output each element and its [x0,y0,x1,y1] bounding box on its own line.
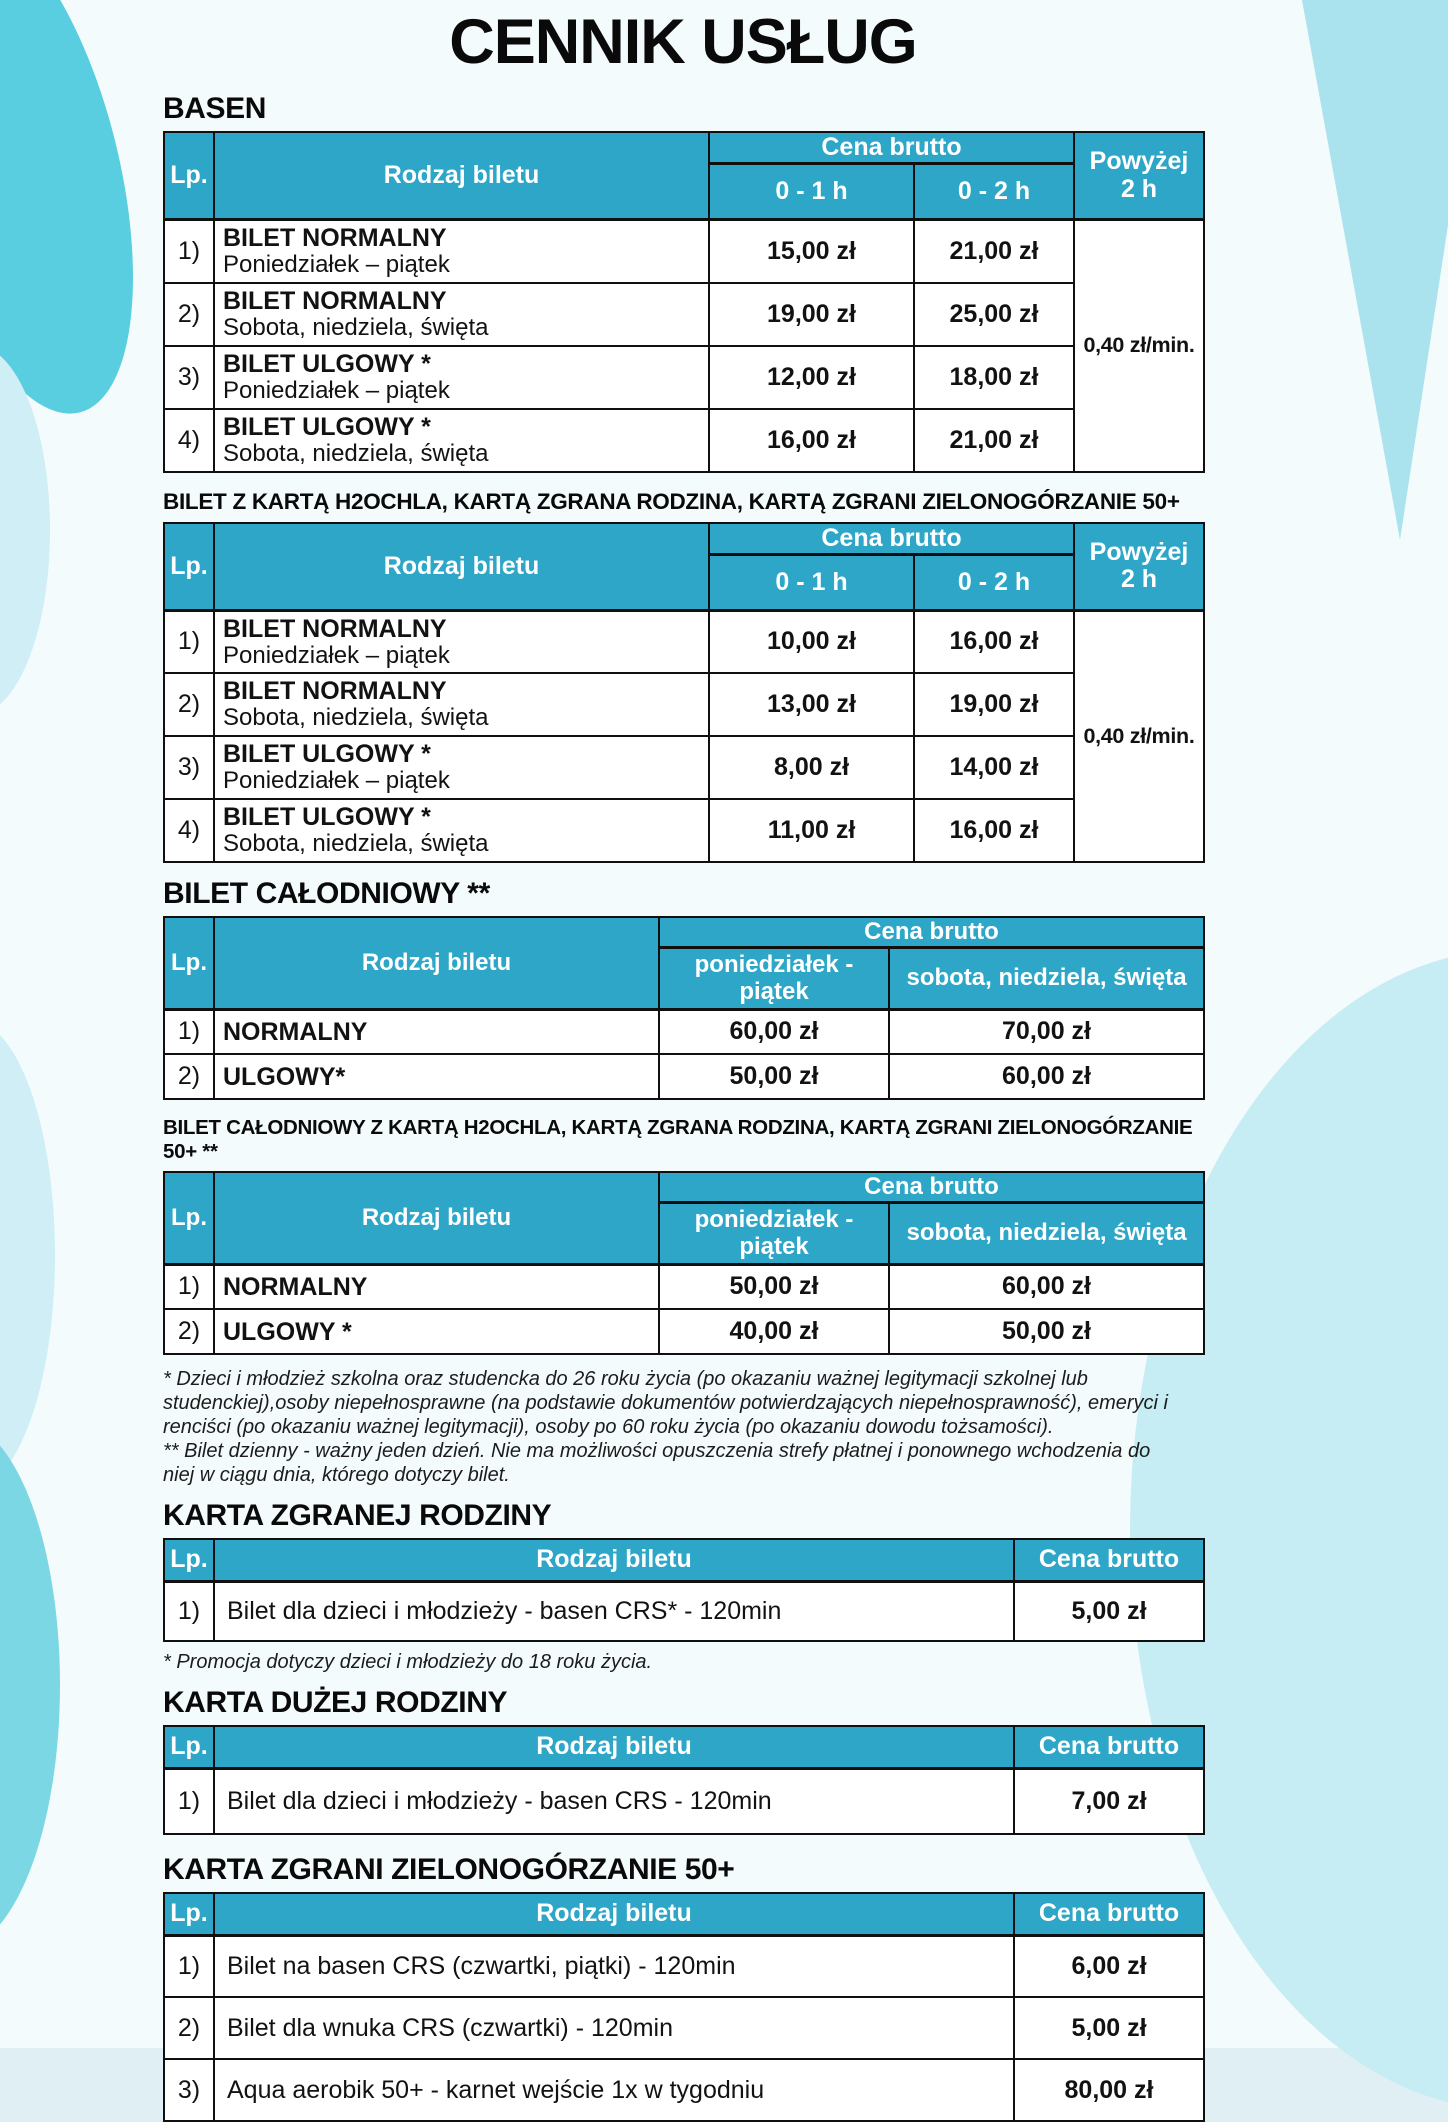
table-row [164,1997,1204,2059]
col-header-gross: Cena brutto [709,523,1074,555]
row-number: 2) [164,283,214,346]
col-header-ticket: Rodzaj biletu [214,1726,1014,1768]
price-0-1h: 15,00 zł [709,220,914,283]
price: 80,00 zł [1014,2059,1204,2121]
section-heading-karta-duzej-rodziny: KARTA DUŻEJ RODZINY [163,1686,508,1720]
content-column [163,6,1203,2122]
col-header-ticket: Rodzaj biletu [214,917,659,1009]
col-header-lp: Lp. [164,917,214,1009]
ticket-name-cell [214,1309,659,1354]
footnote-promocja: * Promocja dotyczy dzieci i młodzieży do 18 roku życia. [163,1651,653,1674]
ticket-name: BILET NORMALNY [223,677,447,706]
calodniowy-karta-table [163,1171,1205,1355]
blob-left-bottom [0,1420,60,1950]
ticket-name: BILET NORMALNY [223,614,447,643]
row-number: 2) [164,1309,214,1354]
price-0-2h: 25,00 zł [914,283,1074,346]
ticket-name-cell [214,220,709,283]
price: 6,00 zł [1014,1935,1204,1997]
ticket-name: BILET ULGOWY * [223,803,431,832]
ticket-name: Bilet na basen CRS (czwartki, piątki) - 120min [214,1935,1014,1997]
price-0-2h: 14,00 zł [914,736,1074,799]
price: 5,00 zł [1014,1581,1204,1641]
ticket-name: Bilet dla dzieci i młodzieży - basen CRS* - 120min [214,1581,1014,1641]
ticket-name: BILET ULGOWY * [223,412,431,441]
col-header-lp: Lp. [164,132,214,220]
row-number: 2) [164,673,214,736]
karta-duzej-rodziny-table [163,1725,1205,1835]
col-header-0-1h: 0 - 1 h [709,554,914,610]
price-weekdays: 50,00 zł [659,1264,889,1309]
row-number: 1) [164,220,214,283]
price-0-2h: 19,00 zł [914,673,1074,736]
price-over-2h: 0,40 zł/min. [1074,220,1204,472]
price-0-1h: 8,00 zł [709,736,914,799]
col-header-over2h: Powyżej 2 h [1074,523,1204,611]
row-number: 1) [164,1581,214,1641]
row-number: 3) [164,736,214,799]
price-weekdays: 50,00 zł [659,1054,889,1099]
ticket-days: Poniedziałek – piątek [223,641,450,669]
price: 5,00 zł [1014,1997,1204,2059]
table-row [164,673,1204,736]
col-header-over2h: Powyżej 2 h [1074,132,1204,220]
ticket-name-cell [214,610,709,673]
karta-zgrani-50-table [163,1892,1205,2122]
table-row [164,799,1204,862]
footnote-double-star: ** Bilet dzienny - ważny jeden dzień. Nie ma możliwości opuszczenia strefy płatnej i ponownego wchodzenia do niej w ciągu dnia, którego dotyczy bilet. [163,1440,1151,1487]
price-0-1h: 16,00 zł [709,409,914,472]
row-number: 1) [164,1768,214,1834]
ticket-days: Sobota, niedziela, święta [223,830,489,858]
footnotes [163,1367,1173,1487]
ticket-name-cell [214,1264,659,1309]
blob-top-left [0,0,177,437]
table-row [164,1309,1204,1354]
price-0-2h: 16,00 zł [914,610,1074,673]
col-header-0-1h: 0 - 1 h [709,164,914,220]
table-row [164,736,1204,799]
price-0-1h: 13,00 zł [709,673,914,736]
col-header-gross: Cena brutto [709,132,1074,164]
basen-table [163,131,1205,473]
price-0-2h: 18,00 zł [914,346,1074,409]
row-number: 3) [164,346,214,409]
ticket-name-cell [214,409,709,472]
ticket-name: ULGOWY * [223,1317,352,1346]
col-header-lp: Lp. [164,1893,214,1935]
section-heading-basen: BASEN [163,92,267,125]
price-0-1h: 10,00 zł [709,610,914,673]
col-header-gross: Cena brutto [659,1172,1204,1202]
price-over-2h: 0,40 zł/min. [1074,610,1204,862]
table-row [164,1768,1204,1834]
ticket-name: ULGOWY* [223,1062,346,1091]
section-heading-calodniowy-karta: BILET CAŁODNIOWY Z KARTĄ H2OCHLA, KARTĄ ZGRANA RODZINA, KARTĄ ZGRANI ZIELONOGÓRZANIE 50+ ** [163,1116,1193,1164]
price-weekdays: 60,00 zł [659,1009,889,1054]
price-0-2h: 16,00 zł [914,799,1074,862]
row-number: 1) [164,1264,214,1309]
row-number: 1) [164,1009,214,1054]
col-header-gross: Cena brutto [659,917,1204,947]
ticket-name: NORMALNY [223,1017,368,1046]
table-row [164,2059,1204,2121]
col-header-weekdays: poniedziałek - piątek [659,947,889,1009]
col-header-ticket: Rodzaj biletu [214,523,709,611]
ticket-days: Sobota, niedziela, święta [223,313,489,341]
row-number: 2) [164,1997,214,2059]
ticket-name: NORMALNY [223,1272,368,1301]
table-row [164,610,1204,673]
section-heading-calodniowy: BILET CAŁODNIOWY ** [163,877,490,910]
price-weekend: 70,00 zł [889,1009,1204,1054]
price-0-1h: 11,00 zł [709,799,914,862]
ticket-name-cell [214,736,709,799]
col-header-lp: Lp. [164,1172,214,1264]
karta-zgranej-rodziny-table [163,1538,1205,1642]
col-header-0-2h: 0 - 2 h [914,164,1074,220]
karta-table [163,522,1205,864]
ticket-name: BILET NORMALNY [223,286,447,315]
ticket-name-cell [214,283,709,346]
col-header-ticket: Rodzaj biletu [214,1893,1014,1935]
col-header-gross: Cena brutto [1014,1726,1204,1768]
price: 7,00 zł [1014,1768,1204,1834]
page-title: CENNIK USŁUG [449,7,917,77]
col-header-ticket: Rodzaj biletu [214,1172,659,1264]
ticket-name-cell [214,673,709,736]
price-0-2h: 21,00 zł [914,409,1074,472]
ticket-name: BILET ULGOWY * [223,740,431,769]
blob-left-middle [0,1020,55,1490]
ticket-name: BILET NORMALNY [223,224,447,252]
col-header-ticket: Rodzaj biletu [214,132,709,220]
ticket-days: Sobota, niedziela, święta [223,704,489,732]
row-number: 1) [164,1935,214,1997]
ticket-name: BILET ULGOWY * [223,349,431,378]
section-heading-karta-zgranej-rodziny: KARTA ZGRANEJ RODZINY [163,1499,552,1533]
table-row [164,409,1204,472]
row-number: 3) [164,2059,214,2121]
ticket-days: Poniedziałek – piątek [223,376,450,404]
table-row [164,346,1204,409]
table-row [164,1054,1204,1099]
ticket-name: Bilet dla dzieci i młodzieży - basen CRS - 120min [214,1768,1014,1834]
price-weekend: 60,00 zł [889,1054,1204,1099]
ticket-name-cell [214,1009,659,1054]
table-row [164,1264,1204,1309]
row-number: 2) [164,1054,214,1099]
ticket-name: Bilet dla wnuka CRS (czwartki) - 120min [214,1997,1014,2059]
col-header-lp: Lp. [164,523,214,611]
ticket-days: Poniedziałek – piątek [223,767,450,795]
table-row [164,1009,1204,1054]
footnote-star: * Dzieci i młodzież szkolna oraz studencka do 26 roku życia (po okazaniu ważnej legitymacji szkolnej lub studenckiej),osoby niepełnosprawne (na podstawie dokumentów potwierdzających niepełnosprawność), emeryci i renciści (po okazaniu ważnej legitymacji), osoby po 60 roku życia (po okazaniu dowodu tożsamości). [163,1368,1168,1439]
blob-top-right [1302,0,1448,540]
section-heading-karta-zgrani-50: KARTA ZGRANI ZIELONOGÓRZANIE 50+ [163,1853,735,1887]
price-weekdays: 40,00 zł [659,1309,889,1354]
row-number: 1) [164,610,214,673]
price-weekend: 60,00 zł [889,1264,1204,1309]
price-0-1h: 12,00 zł [709,346,914,409]
price-weekend: 50,00 zł [889,1309,1204,1354]
col-header-weekdays: poniedziałek - piątek [659,1202,889,1264]
col-header-0-2h: 0 - 2 h [914,554,1074,610]
col-header-lp: Lp. [164,1726,214,1768]
row-number: 4) [164,409,214,472]
ticket-days: Poniedziałek – piątek [223,251,450,278]
ticket-name: Aqua aerobik 50+ - karnet wejście 1x w tygodniu [214,2059,1014,2121]
col-header-gross: Cena brutto [1014,1893,1204,1935]
price-0-2h: 21,00 zł [914,220,1074,283]
col-header-ticket: Rodzaj biletu [214,1539,1014,1581]
table-row [164,1581,1204,1641]
ticket-name-cell [214,1054,659,1099]
col-header-weekend: sobota, niedziela, święta [889,1202,1204,1264]
ticket-name-cell [214,346,709,409]
price-0-1h: 19,00 zł [709,283,914,346]
table-row [164,220,1204,283]
col-header-lp: Lp. [164,1539,214,1581]
col-header-gross: Cena brutto [1014,1539,1204,1581]
table-row [164,1935,1204,1997]
ticket-days: Sobota, niedziela, święta [223,439,489,467]
row-number: 4) [164,799,214,862]
section-heading-karta: BILET Z KARTĄ H2OCHLA, KARTĄ ZGRANA RODZINA, KARTĄ ZGRANI ZIELONOGÓRZANIE 50+ [163,488,1180,514]
ticket-name-cell [214,799,709,862]
table-row [164,283,1204,346]
col-header-weekend: sobota, niedziela, święta [889,947,1204,1009]
calodniowy-table [163,916,1205,1100]
